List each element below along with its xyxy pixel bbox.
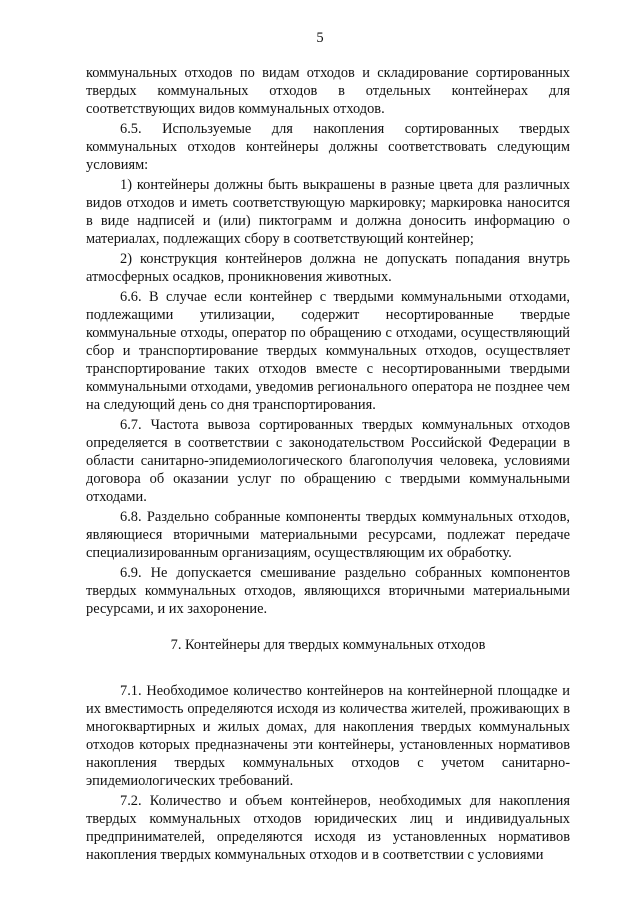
paragraph-7-2: 7.2. Количество и объем контейнеров, необходимых для накопления твердых коммунальных отходов юридических лиц и индивидуальных предпринимателей, определяются исходя из установленных нормативов накопления твердых коммунальных отходов и в соответствии с условиями <box>86 793 570 863</box>
paragraph-6-9: 6.9. Не допускается смешивание раздельно собранных компонентов твердых коммунальных отходов, являющихся вторичными материальными ресурсами, и их захоронение. <box>86 565 570 617</box>
paragraph-6-5-item-2: 2) конструкция контейнеров должна не допускать попадания внутрь атмосферных осадков, проникновения животных. <box>86 251 570 285</box>
paragraph-6-7: 6.7. Частота вывоза сортированных твердых коммунальных отходов определяется в соответствии с законодательством Российской Федерации в области санитарно-эпидемиологического благополучия человека, условиями договора об оказании услуг по обращению с твердыми коммунальными отходами. <box>86 417 570 505</box>
paragraph-6-6: 6.6. В случае если контейнер с твердыми коммунальными отходами, подлежащими утилизации, содержит несортированные твердые коммунальные отходы, оператор по обращению с отходами, осуществляющий сбор и транспортирование твердых коммунальных отходов, осуществляет транспортирование таких отходов вместе с несортированными твердыми коммунальными отходами, уведомив регионального оператора не позднее чем на следующий день со дня транспортирования. <box>86 289 570 413</box>
document-body <box>86 64 570 866</box>
paragraph-7-1: 7.1. Необходимое количество контейнеров на контейнерной площадке и их вместимость определяются исходя из количества жителей, проживающих в многоквартирных и жилых домах, для накопления твердых коммунальных отходов которых предназначены эти контейнеры, установленных нормативов накопления твердых коммунальных отходов с учетом санитарно-эпидемиологических требований. <box>86 683 570 789</box>
paragraph-continuation: коммунальных отходов по видам отходов и складирование сортированных твердых коммунальных отходов в отдельных контейнерах для соответствующих видов коммунальных отходов. <box>86 65 570 117</box>
paragraph-6-8: 6.8. Раздельно собранные компоненты твердых коммунальных отходов, являющиеся вторичными материальными ресурсами, подлежат передаче специализированным организациям, осуществляющим их обработку. <box>86 509 570 561</box>
page-number: 5 <box>316 30 324 46</box>
section-heading: 7. Контейнеры для твердых коммунальных отходов <box>170 637 486 653</box>
paragraph-6-5: 6.5. Используемые для накопления сортированных твердых коммунальных отходов контейнеры должны соответствовать следующим условиям: <box>86 121 570 173</box>
paragraph-6-5-item-1: 1) контейнеры должны быть выкрашены в разные цвета для различных видов отходов и иметь соответствующую маркировку; маркировка наносится в виде надписей и (или) пиктограмм и должна доносить информацию о материалах, подлежащих сбору в соответствующий контейнер; <box>86 177 570 247</box>
